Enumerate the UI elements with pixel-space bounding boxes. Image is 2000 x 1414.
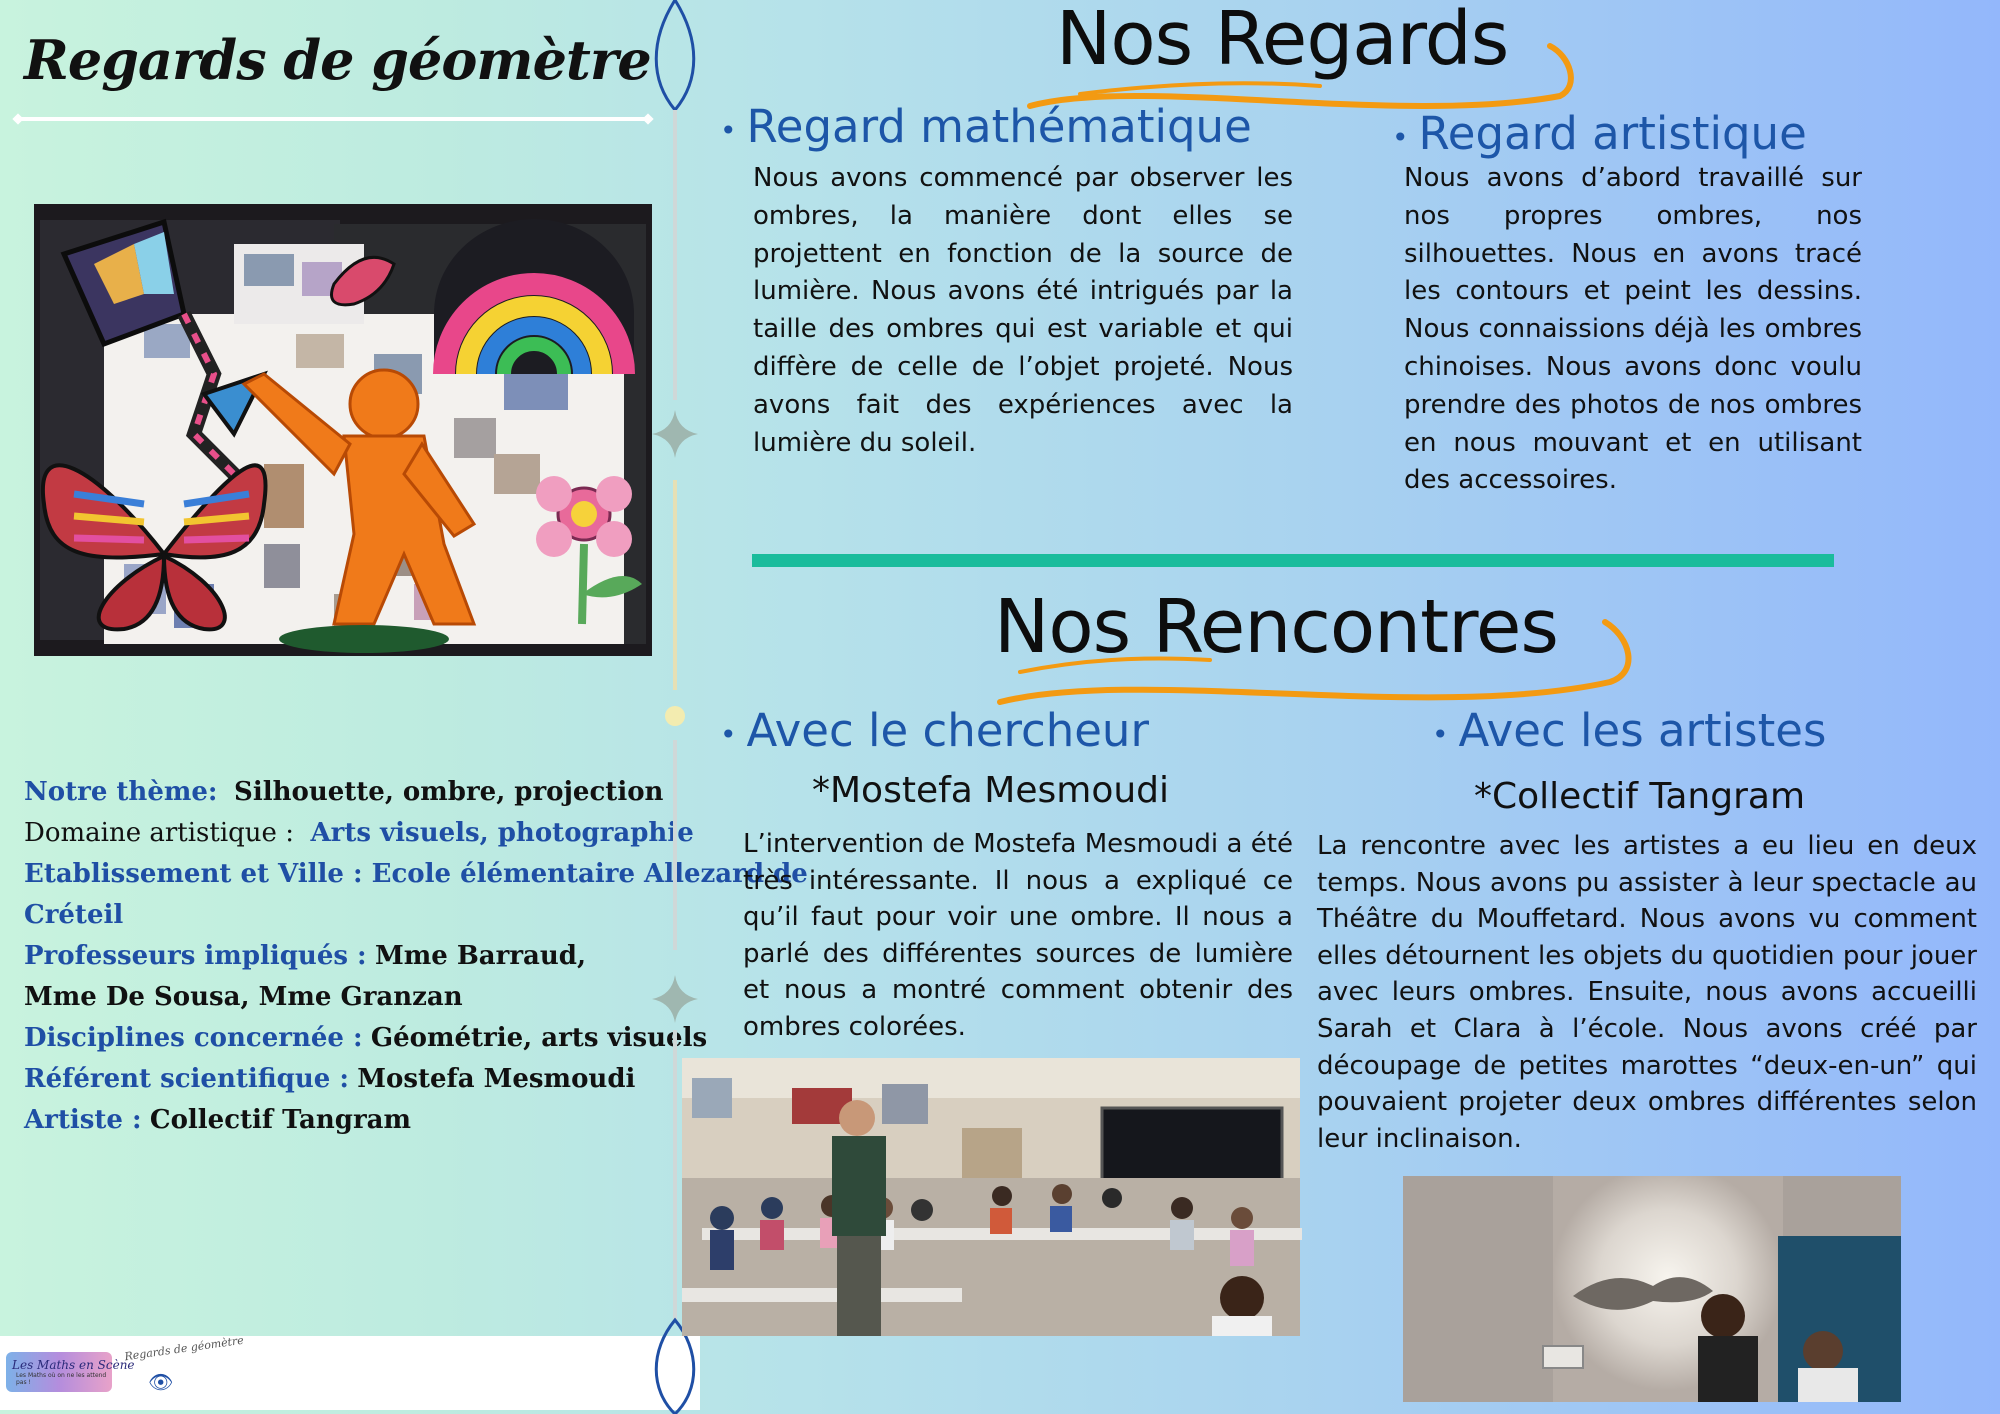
regard-math-title: [720, 100, 1252, 153]
domaine-label: Domaine artistique :: [24, 818, 294, 848]
artistes-title: [1432, 704, 1826, 757]
regard-math-text: Nous avons commencé par observer les ombres, la manière dont elles se projettent en fonction de la source de lumière. Nous avons été intrigués par la taille des ombres qui est variable et qui diffère de celle de l’objet projeté. Nous avons fait des expériences avec la lumière du soleil.: [753, 163, 1293, 458]
regard-math-title-text: Regard mathématique: [746, 100, 1252, 153]
bullet-icon: •: [720, 113, 737, 147]
info-professeurs: [24, 936, 684, 977]
info-theme: [24, 772, 684, 813]
info-domaine: [24, 813, 694, 854]
theme-label: Notre thème:: [24, 777, 218, 807]
chercheur-name: *Mostefa Mesmoudi: [812, 770, 1170, 811]
classroom-photo: [682, 1058, 1300, 1336]
regard-art-title-text: Regard artistique: [1418, 107, 1807, 160]
info-etablissement: [24, 854, 808, 895]
info-etablissement-cont: [24, 895, 684, 936]
info-artiste: [24, 1100, 684, 1141]
artiste-label: Artiste :: [24, 1105, 142, 1135]
artwork-photo: [34, 204, 652, 656]
info-referent: [24, 1059, 684, 1100]
etablissement-line1: Etablissement et Ville : Ecole élémentaire Allezard de: [24, 859, 808, 889]
chercheur-text: L’intervention de Mostefa Mesmoudi a été très intéressante. Il nous a expliqué ce qu’il faut pour voir une ombre. Il nous a parlé des différentes sources de lumière et nous a montré comment obtenir des ombres colorées.: [743, 829, 1293, 1042]
project-info: [24, 772, 808, 1141]
logo2-text: Regards de géomètre: [123, 1333, 245, 1364]
disciplines-label: Disciplines concernée :: [24, 1023, 363, 1053]
poster-title: Regards de géomètre: [24, 28, 651, 92]
professeurs-value1: Mme Barraud,: [374, 941, 587, 971]
title-underline: [14, 114, 654, 124]
referent-label: Référent scientifique :: [24, 1064, 349, 1094]
bullet-icon: •: [720, 717, 737, 751]
artwork-illustration: [34, 204, 652, 656]
regard-art-title: [1392, 107, 1807, 160]
theme-value: Silhouette, ombre, projection: [234, 777, 664, 807]
artistes-text: La rencontre avec les artistes a eu lieu en deux temps. Nous avons pu assister à leur spectacle au Théâtre du Mouffetard. Nous avons vu comment elles détournent les objets du quotidien pour jouer avec leurs ombres. Ensuite, nous avons accueilli Sarah et Clara à l’école. Nous avons créé par découpage de petites marottes “deux-en-un” qui pouvaient projeter deux ombres différentes selon leur inclinaison.: [1317, 831, 1977, 1154]
classroom-illustration: [682, 1058, 1300, 1336]
disciplines-value: Géométrie, arts visuels: [370, 1023, 708, 1053]
logo1-text: Les Maths en Scène: [12, 1358, 135, 1372]
referent-value: Mostefa Mesmoudi: [357, 1064, 636, 1094]
info-professeurs-cont: [24, 977, 684, 1018]
section-divider-bar: [752, 554, 1834, 567]
artiste-value: Collectif Tangram: [149, 1105, 412, 1135]
regards-heading: Nos Regards: [1056, 0, 1509, 82]
rencontres-orange-swash: [990, 612, 1640, 712]
artistes-title-text: Avec les artistes: [1458, 704, 1827, 757]
shadow-theatre-photo: [1403, 1176, 1901, 1402]
etablissement-line2: Créteil: [24, 900, 124, 930]
rencontres-heading: Nos Rencontres: [994, 584, 1558, 670]
chercheur-title: [720, 704, 1149, 757]
maths-en-scene-logo: [6, 1352, 135, 1392]
professeurs-label: Professeurs impliqués :: [24, 941, 367, 971]
info-disciplines: [24, 1018, 708, 1059]
domaine-value: Arts visuels, photographie: [310, 818, 694, 848]
regard-art-text: Nous avons d’abord travaillé sur nos propres ombres, nos silhouettes. Nous en avons tracé les contours et peint les dessins. Nous connaissions déjà les ombres chinoises. Nous avons donc voulu prendre des photos de nos ombres en nous mouvant et en utilisant des accessoires.: [1404, 163, 1862, 496]
shadow-theatre-illustration: [1403, 1176, 1901, 1402]
logo1-subtext: Les Maths où on ne les attend pas !: [16, 1372, 107, 1386]
eye-icon: 👁: [148, 1370, 174, 1394]
chercheur-title-text: Avec le chercheur: [746, 704, 1149, 757]
bullet-icon: •: [1432, 717, 1449, 751]
regards-de-geometre-logo: [118, 1333, 245, 1400]
artistes-name: *Collectif Tangram: [1474, 776, 1806, 817]
professeurs-value2: Mme De Sousa, Mme Granzan: [24, 982, 463, 1012]
bullet-icon: •: [1392, 120, 1409, 154]
